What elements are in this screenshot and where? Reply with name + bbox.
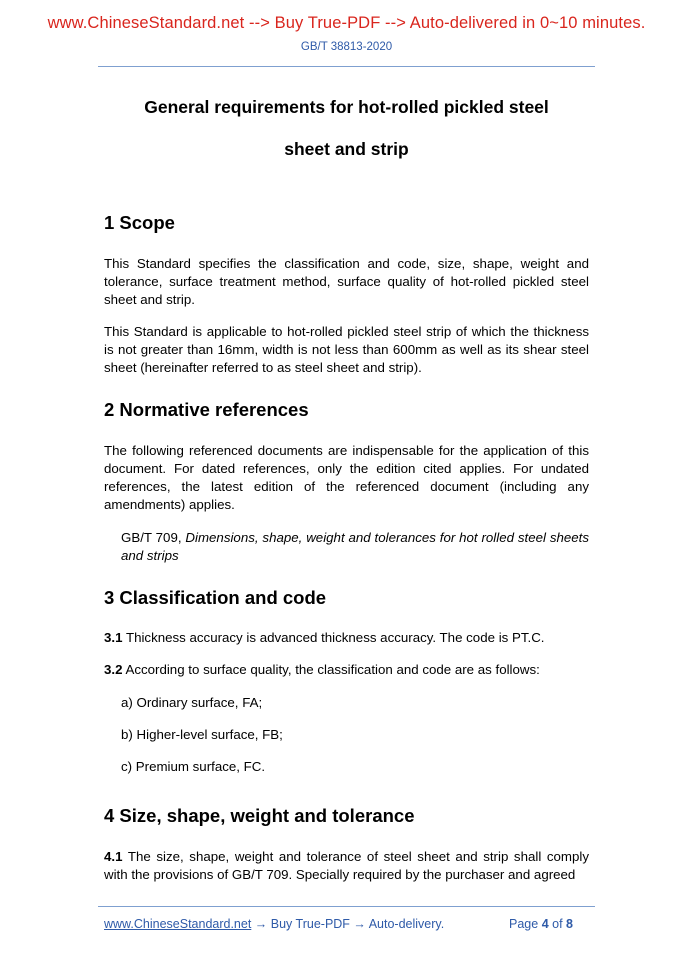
page-total: 8 <box>566 917 573 931</box>
promo-banner[interactable]: www.ChineseStandard.net --> Buy True-PDF --> Auto-delivered in 0~10 minutes. <box>47 14 646 32</box>
section-heading-classification: 3 Classification and code <box>104 587 327 608</box>
document-title <box>98 86 595 170</box>
section-heading-normative: 2 Normative references <box>104 399 309 420</box>
footer-links <box>104 917 444 931</box>
page-label: Page <box>509 917 539 931</box>
clause-text: According to surface quality, the classification and code are as follows: <box>122 662 540 677</box>
title-line-1: General requirements for hot-rolled pickled steel <box>144 97 549 117</box>
page-indicator <box>509 917 573 931</box>
clause-text: Thickness accuracy is advanced thickness accuracy. The code is PT.C. <box>122 630 545 645</box>
clause-number: 3.2 <box>104 662 123 677</box>
header-divider <box>98 66 595 67</box>
scope-paragraph-2: This Standard is applicable to hot-rolled pickled steel strip of which the thickness is not greater than 16mm, width is not less than 600mm as well as its shear steel sheet (hereinafter referred to as steel sheet and strip). <box>104 324 589 375</box>
page-number: 4 <box>541 917 549 931</box>
section-heading-scope: 1 Scope <box>104 212 175 233</box>
clause-number: 3.1 <box>104 630 123 645</box>
of-label: of <box>552 917 563 931</box>
section-heading-size: 4 Size, shape, weight and tolerance <box>104 805 415 826</box>
footer-divider <box>98 906 595 907</box>
scope-paragraph-1: This Standard specifies the classification and code, size, shape, weight and tolerance, surface treatment method, surface quality of hot-rolled pickled steel sheet and strip. <box>104 256 589 307</box>
reference-code: GB/T 709, <box>121 530 182 545</box>
normative-reference-item <box>121 529 589 565</box>
clause-text: The size, shape, weight and tolerance of steel sheet and strip shall comply with the provisions of GB/T 709. Specially required by the purchaser and agreed <box>104 849 589 882</box>
list-item: c) Premium surface, FC. <box>121 759 266 774</box>
title-line-2: sheet and strip <box>284 139 409 159</box>
standard-code: GB/T 38813-2020 <box>300 41 393 53</box>
clause-3-1 <box>104 629 589 647</box>
clause-3-2 <box>104 661 589 679</box>
clause-number: 4.1 <box>104 849 123 864</box>
footer-site-link[interactable]: www.ChineseStandard.net <box>104 917 252 931</box>
list-item: b) Higher-level surface, FB; <box>121 727 283 742</box>
clause-4-1 <box>104 848 589 884</box>
reference-title: Dimensions, shape, weight and tolerances for hot rolled steel sheets and strips <box>121 530 589 563</box>
footer-delivery-text: → Buy True-PDF → Auto-delivery. <box>251 917 445 931</box>
normative-paragraph: The following referenced documents are indispensable for the application of this document. For dated references, only the edition cited applies. For undated references, the latest edition of the referenced document (including any amendments) applies. <box>104 443 589 512</box>
list-item: a) Ordinary surface, FA; <box>121 695 263 710</box>
